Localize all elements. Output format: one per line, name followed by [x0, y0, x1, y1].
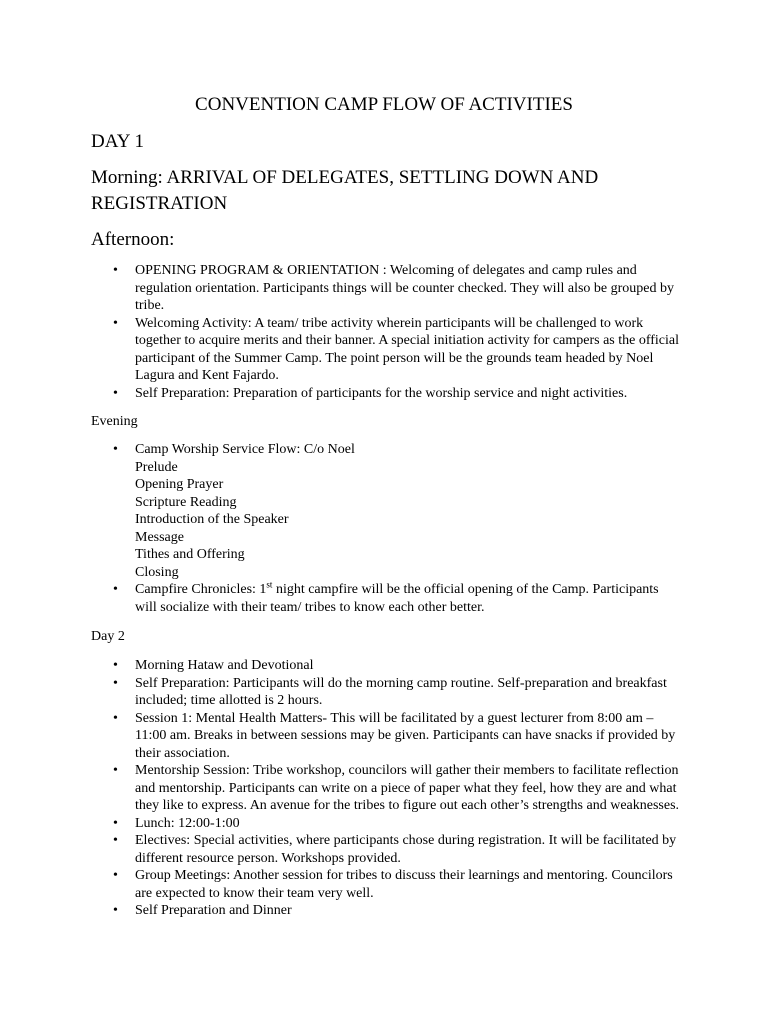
list-item: • Welcoming Activity: A team/ tribe activity wherein participants will be challenged to work together to acquire merits and their banner. A special initiation activity for campers as the official participant of the Summer Camp. The point person will be the grounds team headed by Noel Lagura and Kent Fajardo. [135, 315, 680, 385]
worship-step: Introduction of the Speaker [135, 512, 289, 527]
worship-step: Message [135, 529, 184, 545]
campfire-text-start: Campfire Chronicles: 1 [135, 582, 267, 597]
worship-step: Tithes and Offering [135, 547, 245, 562]
list-item: • Electives: Special activities, where participants chose during registration. It will be facilitated by different resource person. Workshops provided. [135, 832, 680, 867]
list-item: • OPENING PROGRAM & ORIENTATION : Welcoming of delegates and camp rules and regulation orientation. Participants things will be counter checked. They will also be grouped by tribe. [135, 262, 680, 315]
document-title: CONVENTION CAMP FLOW OF ACTIVITIES [195, 94, 573, 115]
list-item: • Mentorship Session: Tribe workshop, councilors will gather their members to facilitate reflection and mentorship. Participants can write on a piece of paper what they feel, how they are and what they like to express. An avenue for the tribes to figure out each other’s strengths and weaknesses. [135, 762, 680, 815]
list-item: • Lunch: 12:00-1:00 [135, 815, 680, 833]
worship-title: • Camp Worship Service Flow: C/o Noel [135, 442, 355, 457]
list-item: • Self Preparation: Preparation of participants for the worship service and night activities. [135, 385, 680, 403]
list-item: • Self Preparation: Participants will do the morning camp routine. Self-preparation and breakfast included; time allotted is 2 hours. [135, 675, 680, 710]
worship-step: Opening Prayer [135, 477, 224, 492]
list-item: • Session 1: Mental Health Matters- This will be facilitated by a guest lecturer from 8:00 am – 11:00 am. Breaks in between sessions may be given. Participants can have snacks if provided by their association. [135, 710, 680, 763]
morning-heading: Morning: ARRIVAL OF DELEGATES, SETTLING DOWN AND REGISTRATION [91, 167, 599, 214]
list-item: • Self Preparation and Dinner [135, 902, 680, 920]
evening-heading: Evening [91, 414, 138, 429]
worship-step: Closing [135, 564, 179, 580]
worship-step: Prelude [135, 459, 178, 475]
afternoon-list [135, 262, 680, 402]
campfire-text-end: night campfire will be the official opening of the Camp. Participants will socialize with their team/ tribes to know each other better. [135, 582, 659, 615]
list-item: • Morning Hataw and Devotional [135, 657, 680, 675]
day1-heading: DAY 1 [91, 131, 144, 152]
list-item [135, 581, 680, 616]
worship-step: Scripture Reading [135, 494, 237, 510]
ordinal-suffix: st [266, 579, 273, 590]
list-item [135, 441, 680, 581]
afternoon-heading: Afternoon: [91, 229, 175, 250]
evening-list [135, 441, 680, 616]
day2-heading: Day 2 [91, 629, 125, 644]
day2-list [135, 657, 680, 920]
list-item: • Group Meetings: Another session for tribes to discuss their learnings and mentoring. Councilors are expected to know their team very well. [135, 867, 680, 902]
